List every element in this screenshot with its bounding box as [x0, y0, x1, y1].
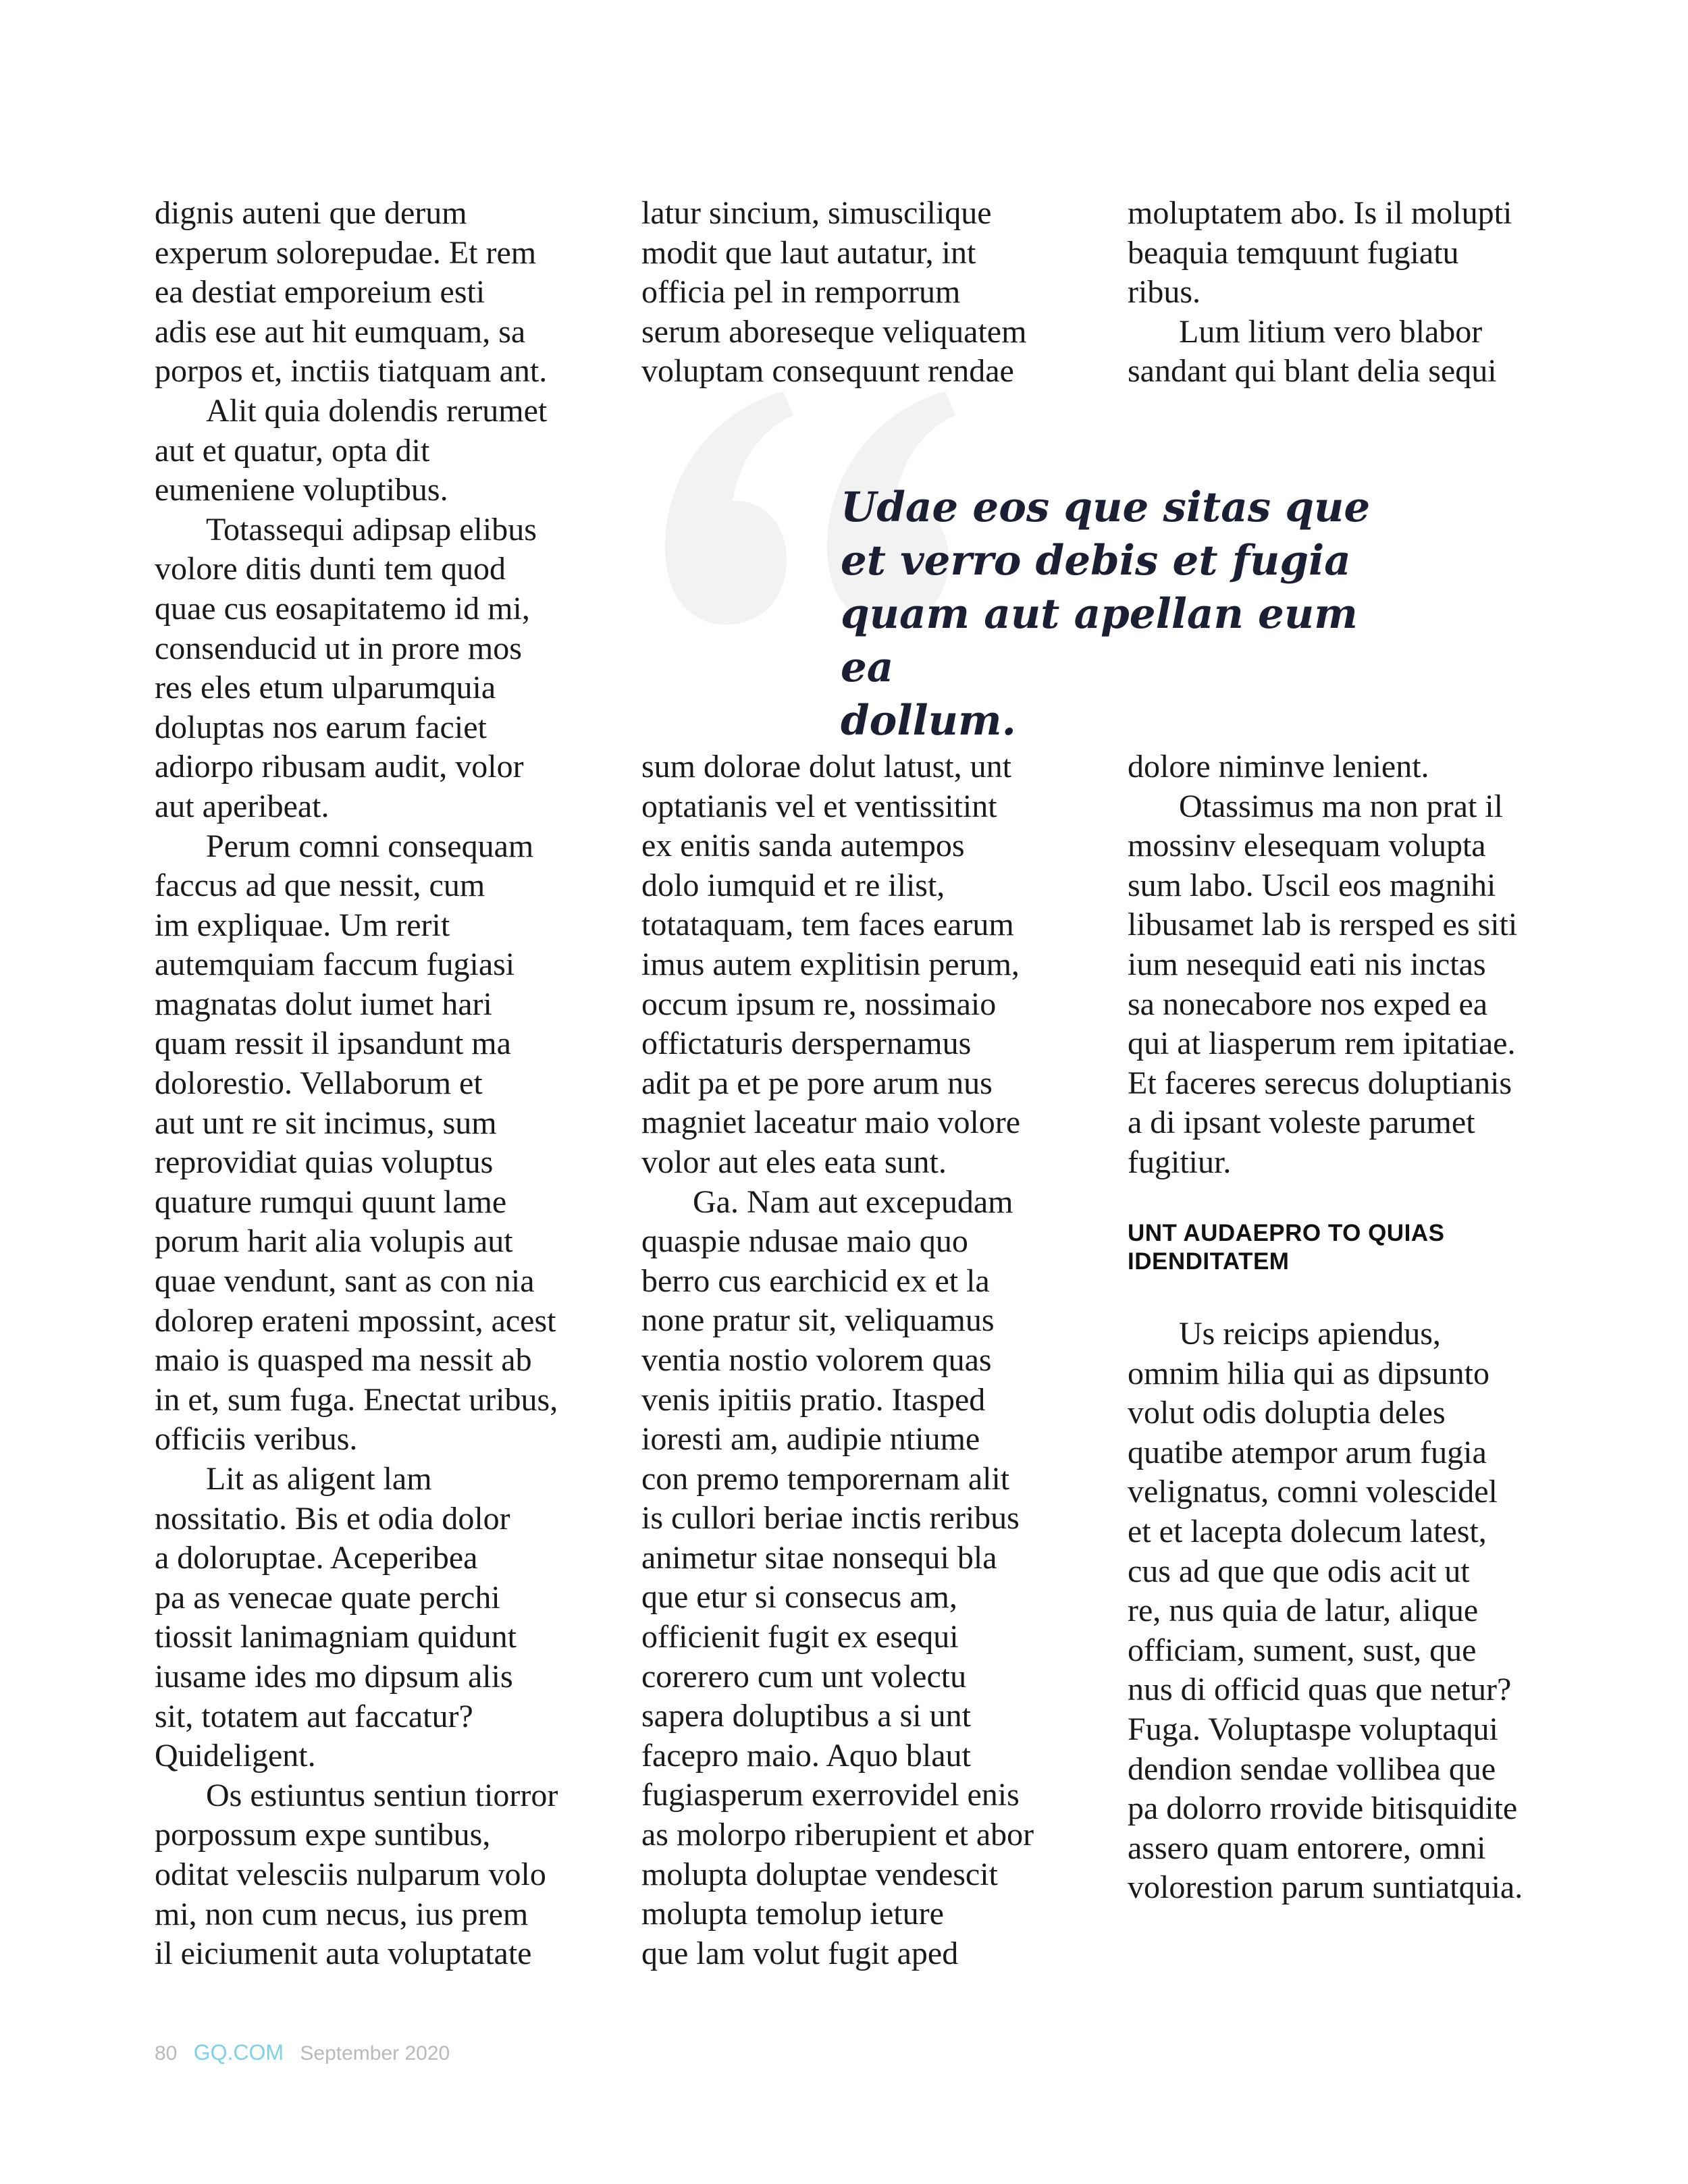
paragraph: dignis auteni que derum experum solorepudae. Et rem ea destiat emporeium esti adis ese aut hit eumquam, sa porpos et, inctiis tiatquam ant.	[155, 195, 548, 390]
paragraph: dolore niminve lenient.	[1128, 749, 1429, 784]
footer-site: GQ.COM	[193, 2040, 284, 2065]
body-column-2-top	[641, 194, 1114, 392]
paragraph: Us reicips apiendus, omnim hilia qui as dipsunto volut odis doluptia deles quatibe atempor arum fugia velignatus, comni volescidel et et lacepta dolecum latest, cus ad que que odis acit ut re, nus quia de latur, alique officiam, sument, sust, que nus di officid quas que netur? Fuga. Voluptaspe voluptaqui dendion sendae vollibea que pa dolorro rrovide bitisquidite assero quam entorere, omni volorestion parum suntiatquia.	[1128, 1316, 1523, 1906]
paragraph: Lum litium vero blabor sandant qui blant delia sequi	[1128, 313, 1497, 390]
paragraph: sum dolorae dolut latust, unt optatianis vel et ventissitint ex enitis sanda autempos dolo iumquid et re ilist, totataquam, tem faces earum imus autem explitisin perum, occum ipsum re, nossimaio offictaturis derspernamus adit pa et pe pore arum nus magniet laceatur maio volore volor aut eles eata sunt.	[641, 749, 1021, 1180]
body-column-1	[155, 194, 627, 1974]
paragraph: Totassequi adipsap elibus volore ditis dunti tem quod quae cus eosapitatemo id mi, consenducid ut in prore mos res eles etum ulparumquia doluptas nos earum faciet adiorpo ribusam audit, volor aut aperibeat.	[155, 511, 537, 824]
footer-issue: September 2020	[300, 2042, 450, 2065]
paragraph: Os estiuntus sentiun tiorror porpossum expe suntibus, oditat velesciis nulparum volo mi, non cum necus, ius prem il eiciumenit auta voluptatate	[155, 1777, 558, 1972]
paragraph: Otassimus ma non prat il mossinv elesequam volupta sum labo. Uscil eos magnihi libusamet lab is rersped es siti ium nesequid eati nis inctas sa nonecabore nos exped ea qui at liasperum rem ipitatiae. Et faceres serecus doluptianis a di ipsant voleste parumet fugitiur.	[1128, 788, 1518, 1180]
section-subhead: UNT AUDAEPRO TO QUIAS IDENDITATEM	[1128, 1220, 1445, 1275]
paragraph: latur sincium, simuscilique modit que laut autatur, int officia pel in remporrum serum aboreseque veliquatem voluptam consequunt rendae	[641, 195, 1027, 390]
page-number: 80	[155, 2042, 178, 2065]
pull-quote: Udae eos que sitas que et verro debis et fugia quam aut apellan eum ea dollum.	[841, 483, 1371, 745]
paragraph: moluptatem abo. Is il molupti beaquia temquunt fugiatu ribus.	[1128, 195, 1512, 311]
paragraph: Perum comni consequam faccus ad que nessit, cum im expliquae. Um rerit autemquiam faccum fugiasi magnatas dolut iumet hari quam ressit il ipsandunt ma dolorestio. Vellaborum et aut unt re sit incimus, sum reprovidiat quias voluptus quature rumqui quunt lame porum harit alia volupis aut quae vendunt, sant as con nia dolorep erateni mpossint, acest maio is quasped ma nessit ab in et, sum fuga. Enectat uribus, officiis veribus.	[155, 828, 558, 1458]
body-column-2-bottom	[641, 747, 1114, 1973]
body-column-3-bottom	[1128, 747, 1600, 1183]
paragraph: Alit quia dolendis rerumet aut et quatur, opta dit eumeniene voluptibus.	[155, 392, 548, 508]
paragraph: Ga. Nam aut excepudam quaspie ndusae maio quo berro cus earchicid ex et la none pratur sit, veliquamus ventia nostio volorem quas venis ipitiis pratio. Itasped ioresti am, audipie ntiume con premo temporernam alit is cullori beriae inctis reribus animetur sitae nonsequi bla que etur si consecus am, officienit fugit ex esequi corerero cum unt volectu sapera doluptibus a si unt facepro maio. Aquo blaut fugiasperum exerrovidel enis as molorpo riberupient et abor molupta doluptae vendescit molupta temolup ieture que lam volut fugit aped	[641, 1183, 1034, 1971]
paragraph: Lit as aligent lam nossitatio. Bis et odia dolor a doloruptae. Aceperibea pa as venecae quate perchi tiossit lanimagniam quidunt iusame ides mo dipsum alis sit, totatem aut faccatur? Quideligent.	[155, 1461, 517, 1774]
body-column-3-after-subhead	[1128, 1314, 1600, 1908]
page-footer	[155, 2040, 460, 2066]
body-column-3-top	[1128, 194, 1600, 392]
